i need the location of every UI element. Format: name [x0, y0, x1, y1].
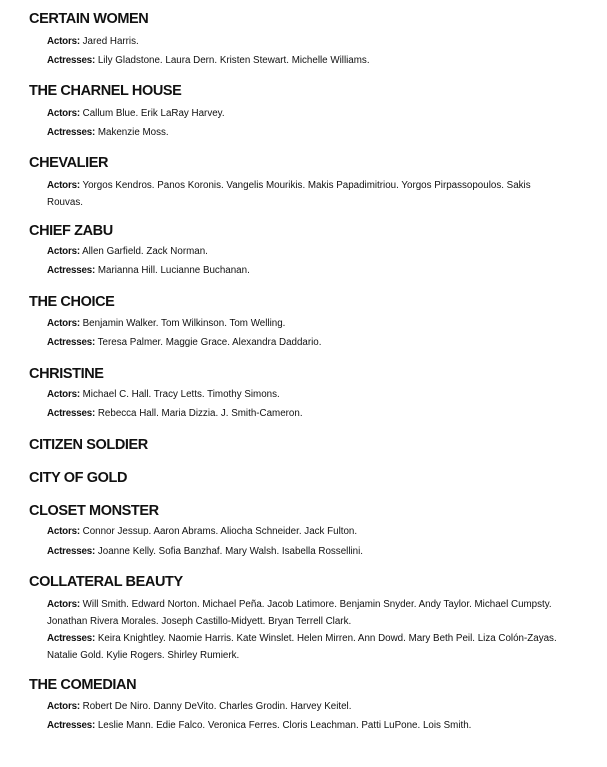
credit-names: Rebecca Hall. Maria Dizzia. J. Smith-Cameron.	[97, 408, 303, 419]
credit-names: Michael C. Hall. Tracy Letts. Timothy Simons.	[82, 389, 280, 400]
credit-label: Actresses:	[47, 720, 96, 731]
credit-line	[47, 315, 557, 332]
credit-names: Keira Knightley. Naomie Harris. Kate Winslet. Helen Mirren. Ann Dowd. Mary Beth Peil. Liza Colón-Zayas. Natalie Gold. Kylie Rogers. Shirley Rumierk.	[47, 633, 557, 661]
film-title: CITIZEN SOLDIER	[29, 437, 148, 453]
credit-label: Actresses:	[47, 265, 96, 276]
credit-label: Actors:	[47, 389, 80, 400]
credit-names: Callum Blue. Erik LaRay Harvey.	[82, 108, 225, 119]
credit-label: Actresses:	[47, 55, 96, 66]
credit-line	[47, 386, 557, 403]
film-title: CITY OF GOLD	[29, 470, 128, 486]
credit-names: Leslie Mann. Edie Falco. Veronica Ferres. Cloris Leachman. Patti LuPone. Lois Smith.	[97, 720, 472, 731]
film-title: THE CHARNEL HOUSE	[29, 83, 182, 99]
credit-label: Actors:	[47, 180, 80, 191]
film-title: CHEVALIER	[29, 155, 109, 171]
credit-line	[47, 262, 557, 279]
credit-line	[47, 124, 557, 141]
credit-line	[47, 543, 557, 560]
credit-label: Actors:	[47, 599, 80, 610]
credit-line	[47, 105, 557, 122]
film-title: CERTAIN WOMEN	[29, 11, 149, 27]
credit-label: Actors:	[47, 318, 80, 329]
credit-names: Benjamin Walker. Tom Wilkinson. Tom Welling.	[82, 318, 286, 329]
film-title: CHIEF ZABU	[29, 223, 113, 239]
credit-line	[47, 52, 557, 69]
credit-names: Marianna Hill. Lucianne Buchanan.	[97, 265, 250, 276]
credit-names: Jared Harris.	[82, 36, 139, 47]
credit-line	[47, 177, 557, 211]
film-title: CHRISTINE	[29, 366, 104, 382]
credit-line	[47, 596, 557, 630]
credit-line	[47, 717, 557, 734]
credit-label: Actors:	[47, 701, 80, 712]
credit-line	[47, 33, 557, 50]
credit-label: Actresses:	[47, 633, 96, 644]
credit-label: Actresses:	[47, 337, 96, 348]
film-title: CLOSET MONSTER	[29, 503, 159, 519]
credit-line	[47, 630, 557, 664]
credit-names: Lily Gladstone. Laura Dern. Kristen Stewart. Michelle Williams.	[97, 55, 370, 66]
film-title: THE CHOICE	[29, 294, 115, 310]
credit-label: Actors:	[47, 36, 80, 47]
credit-names: Robert De Niro. Danny DeVito. Charles Grodin. Harvey Keitel.	[82, 701, 352, 712]
credit-line	[47, 243, 557, 260]
credit-names: Makenzie Moss.	[97, 127, 169, 138]
credit-label: Actresses:	[47, 546, 96, 557]
credit-label: Actresses:	[47, 408, 96, 419]
film-title: THE COMEDIAN	[29, 677, 137, 693]
credit-label: Actors:	[47, 526, 80, 537]
credit-line	[47, 405, 557, 422]
credit-names: Teresa Palmer. Maggie Grace. Alexandra Daddario.	[97, 337, 322, 348]
credit-line	[47, 334, 557, 351]
credit-line	[47, 698, 557, 715]
credit-label: Actors:	[47, 108, 80, 119]
credit-label: Actresses:	[47, 127, 96, 138]
credit-label: Actors:	[47, 246, 80, 257]
credit-line	[47, 523, 557, 540]
credit-names: Allen Garfield. Zack Norman.	[82, 246, 208, 257]
credit-names: Joanne Kelly. Sofia Banzhaf. Mary Walsh. Isabella Rossellini.	[97, 546, 364, 557]
credit-names: Connor Jessup. Aaron Abrams. Aliocha Schneider. Jack Fulton.	[82, 526, 358, 537]
credit-names: Yorgos Kendros. Panos Koronis. Vangelis Mourikis. Makis Papadimitriou. Yorgos Pirpassopoulos. Sakis Rouvas.	[47, 180, 531, 208]
film-title: COLLATERAL BEAUTY	[29, 574, 183, 590]
credit-names: Will Smith. Edward Norton. Michael Peña. Jacob Latimore. Benjamin Snyder. Andy Taylor. Michael Cumpsty. Jonathan Rivera Morales. Joseph Castillo-Midyett. Bryan Terrell Clark.	[47, 599, 552, 627]
